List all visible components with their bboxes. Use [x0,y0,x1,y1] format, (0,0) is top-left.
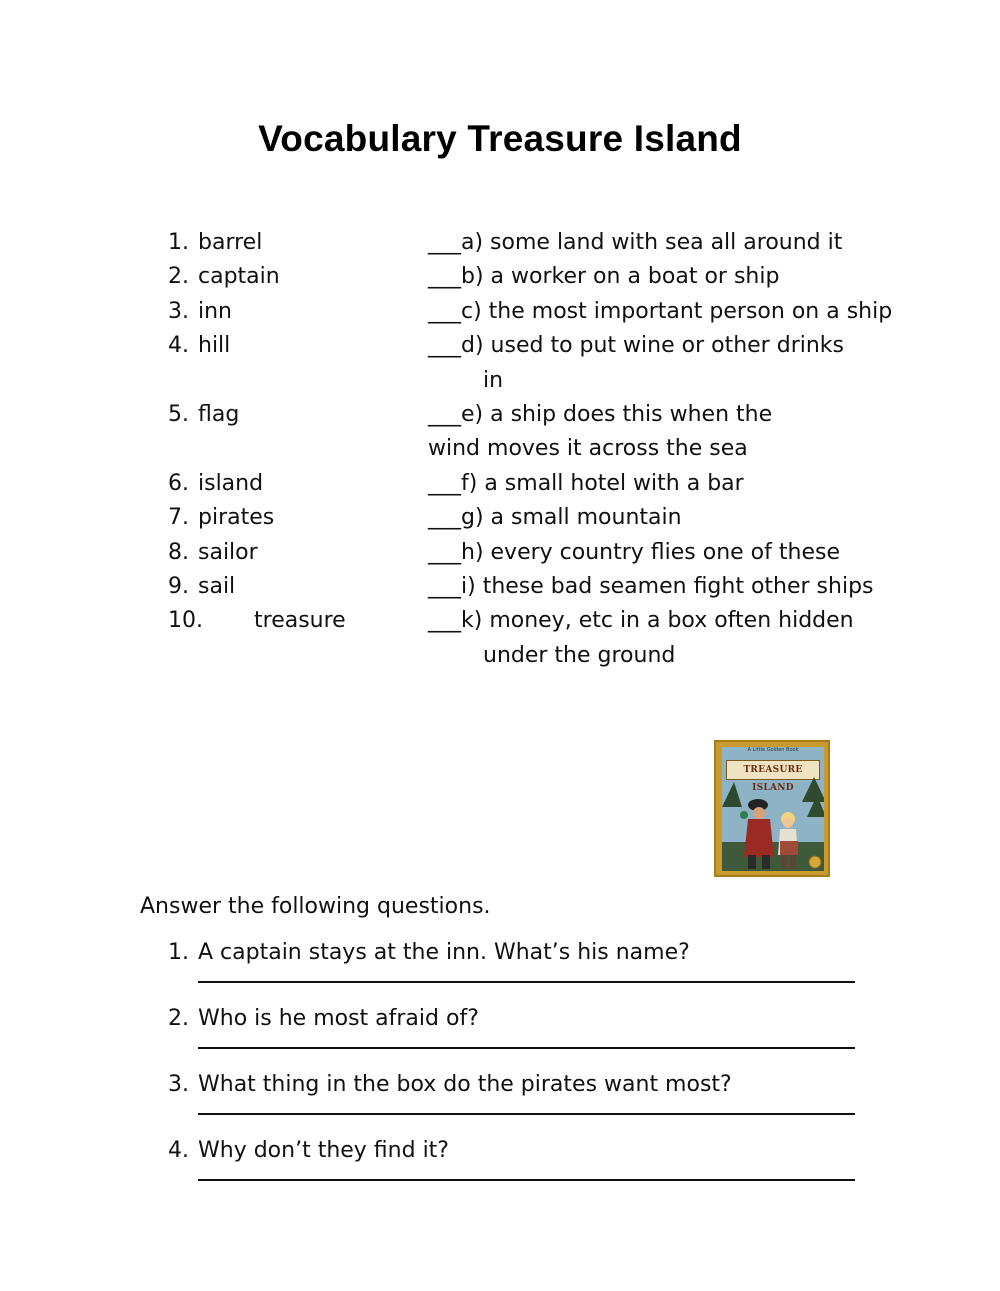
question-row [0,1003,1000,1035]
question-row [0,937,1000,969]
item-number: 8. [168,539,189,565]
vocab-row [0,467,1000,501]
definition: g) a small mountain [461,505,682,531]
book-series-label: A Little Golden Book [747,747,799,753]
boy-face [783,818,793,828]
vocab-row [0,226,1000,260]
vocab-word: hill [198,333,231,359]
vocab-row [0,398,1000,467]
question-text: Who is he most afraid of? [198,1006,479,1031]
answer-blank[interactable]: ___ [428,470,461,496]
item-number: 2. [168,264,189,290]
vocab-word: inn [198,298,232,324]
answer-line[interactable] [198,1179,855,1181]
definition: e) a ship does this when the wind moves it across the sea [428,402,773,462]
question-number: 4. [168,1138,189,1163]
answer-blank[interactable]: ___ [428,230,461,255]
vocab-word: flag [198,402,240,428]
tree-shape [722,777,824,817]
definition: c) the most important person on a ship [461,298,893,324]
item-number: 1. [168,230,189,255]
pirate-coat [744,819,774,857]
instructions: Answer the following questions. [140,894,491,919]
item-number: 5. [168,402,189,428]
vocab-word: sailor [198,539,258,565]
book-title: TREASURE ISLAND [726,760,820,780]
item-number: 7. [168,505,189,531]
question-text: What thing in the box do the pirates want most? [198,1072,732,1097]
definition: h) every country flies one of these [461,539,840,565]
definition: i) these bad seamen fight other ships [461,574,874,600]
vocab-word: captain [198,264,280,290]
definition: a) some land with sea all around it [461,230,843,255]
vocab-word: treasure [254,608,346,634]
vocab-word: sail [198,574,236,600]
question-row [0,1135,1000,1167]
pirate-face [753,807,765,819]
definition: f) a small hotel with a bar [461,470,744,496]
answer-line[interactable] [198,1047,855,1049]
question-text: A captain stays at the inn. What’s his name? [198,940,690,965]
item-number: 3. [168,298,189,324]
answer-blank[interactable]: ___ [428,574,461,600]
question-number: 2. [168,1006,189,1031]
answer-blank[interactable]: ___ [428,264,461,290]
boy-leg [781,855,787,869]
vocab-row [0,570,1000,604]
vocab-row [0,295,1000,329]
question-number: 1. [168,940,189,965]
vocab-row [0,604,1000,673]
answer-line[interactable] [198,1113,855,1115]
question-number: 3. [168,1072,189,1097]
answer-blank[interactable]: ___ [428,505,461,531]
vocab-row [0,536,1000,570]
question-text: Why don’t they find it? [198,1138,449,1163]
vocab-word: pirates [198,505,275,531]
boy-vest [780,841,798,855]
book-cover-image [714,740,830,877]
pirate-leg [748,855,756,869]
vocab-row [0,329,1000,398]
vocab-word: barrel [198,230,263,255]
award-seal [809,856,821,868]
answer-blank[interactable]: ___ [428,608,461,634]
vocab-word: island [198,470,264,496]
definition: b) a worker on a boat or ship [461,264,780,290]
parrot [740,811,748,819]
pirate-illustration [722,747,824,871]
item-number: 4. [168,333,189,359]
definition: d) used to put wine or other drinks in [461,333,844,393]
book-cover-art [722,747,824,871]
vocabulary-list [0,226,1000,673]
answer-line[interactable] [198,981,855,983]
answer-blank[interactable]: ___ [428,402,461,428]
answer-blank[interactable]: ___ [428,298,461,324]
item-number: 10. [168,608,203,634]
item-number: 9. [168,574,189,600]
boy-leg [790,855,796,869]
definition: k) money, etc in a box often hidden under the ground [461,608,854,668]
question-list [0,937,1000,1201]
pirate-leg [762,855,770,869]
item-number: 6. [168,470,189,496]
vocab-row [0,260,1000,294]
answer-blank[interactable]: ___ [428,539,461,565]
question-row [0,1069,1000,1101]
answer-blank[interactable]: ___ [428,333,461,359]
page-title: Vocabulary Treasure Island [258,118,742,159]
vocab-row [0,501,1000,535]
